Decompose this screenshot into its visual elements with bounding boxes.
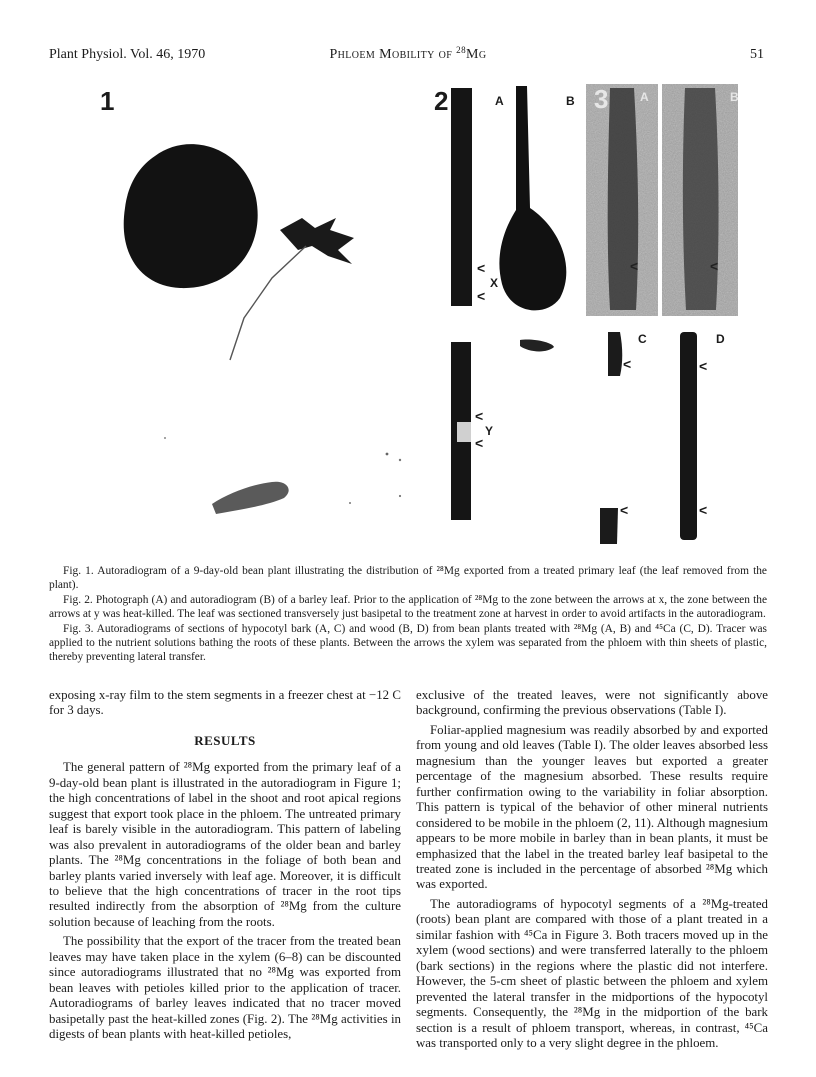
left-column-intro: exposing x-ray film to the stem segments in a freezer chest at −12 C for 3 days. bbox=[49, 688, 401, 718]
fig3c-bark-lower bbox=[600, 508, 618, 544]
results-heading: RESULTS bbox=[194, 732, 256, 748]
fig2-marker-x: X bbox=[490, 276, 499, 290]
fig1-autoradiogram bbox=[124, 144, 401, 514]
fig3-panel-a-label: A bbox=[640, 90, 649, 104]
isotope-mass: 28 bbox=[456, 45, 467, 55]
fig1-number: 1 bbox=[100, 86, 115, 116]
figure-captions bbox=[49, 564, 767, 665]
fig3a-arrow: < bbox=[630, 258, 639, 274]
fig3-panel-b-label: B bbox=[730, 90, 739, 104]
fig3d-arrow-upper: < bbox=[699, 358, 708, 374]
fig3-caption: Fig. 3. Autoradiograms of sections of hypocotyl bark (A, C) and wood (B, D) from bean plants treated with ²⁸Mg (A, B) and ⁴⁵Ca (C, D). Tracer was applied to the nutrient solutions bathing the roots of these plants. Between the arrows the xylem was separated from the phloem with thin sheets of plastic, thereby preventing lateral transfer. bbox=[49, 623, 767, 663]
figure-plate bbox=[40, 78, 776, 548]
fig1-speck bbox=[386, 453, 389, 456]
fig2b-autoradiogram-streak bbox=[499, 86, 566, 310]
fig3-images bbox=[586, 84, 738, 544]
fig3a-bark-signal bbox=[608, 88, 638, 310]
page-number: 51 bbox=[750, 47, 764, 62]
fig2-arrow-y-upper: < bbox=[475, 408, 484, 424]
fig3b-arrow: < bbox=[710, 258, 719, 274]
fig2-marker-y: Y bbox=[485, 424, 494, 438]
right-column bbox=[416, 688, 768, 1055]
fig1-speck bbox=[164, 437, 166, 439]
fig3d-wood-section bbox=[680, 332, 697, 540]
results-paragraph-3: Foliar-applied magnesium was readily absorbed by and exported from young and old leaves (Table I). The older leaves absorbed less magnesium than the younger leaves but exported a greater percentage of the magnesium absorbed. These results require further confirmation owing to the variability in foliar absorption. This pattern is typical of the behavior of other mineral nutrients considered to be mobile in the phloem (2, 11). Although magnesium appears to be more mobile in barley than in bean plants, it must be emphasized that the label in the treated barley leaf basipetal to the treated zone is included in the percentage of absorbed ²⁸Mg which was exported. bbox=[416, 722, 768, 892]
fig3-panel-c-label: C bbox=[638, 332, 647, 346]
isotope-symbol: Mg bbox=[466, 47, 487, 62]
figure-plate-graphics bbox=[40, 78, 776, 548]
fig2a-heat-killed-zone bbox=[457, 422, 471, 442]
left-column bbox=[49, 688, 401, 1047]
fig2a-leaf-upper bbox=[451, 88, 472, 306]
fig3c-arrow-lower: < bbox=[620, 502, 629, 518]
journal-citation: Plant Physiol. Vol. 46, 1970 bbox=[49, 47, 206, 62]
fig1-root-tip bbox=[212, 482, 289, 514]
results-paragraph-2: The possibility that the export of the tracer from the treated bean leaves may have taken place in the xylem (6–8) can be discounted since autoradiograms illustrated that no ²⁸Mg was exported from bean leaves with petioles killed prior to the application of tracer. Autoradiograms of barley leaves indicated that no tracer moved basipetally past the heat-killed zones (Fig. 2). The ²⁸Mg activities in digests of bean plants with heat-killed petioles, bbox=[49, 934, 401, 1042]
fig3-panel-d-label: D bbox=[716, 332, 725, 346]
fig1-caption: Fig. 1. Autoradiogram of a 9-day-old bean plant illustrating the distribution of ²⁸Mg exported from a treated primary leaf (the leaf removed from the plant). bbox=[49, 565, 767, 591]
fig1-shoot-apex bbox=[280, 218, 354, 264]
results-paragraph-4: The autoradiograms of hypocotyl segments of a ²⁸Mg-treated (roots) bean plant are compared with those of a plant treated in a similar fashion with ⁴⁵Ca in Figure 3. Both tracers moved up in the xylem (wood sections) and were transferred laterally to the phloem (bark sections) in the regions where the plastic did not interfere. However, the 5-cm sheet of plastic between the phloem and xylem prevented the lateral transfer in the midportions of the hypocotyl segments. Consequently, the ²⁸Mg in the midportion of the bark section is a result of phloem transport, whereas, in contrast, ⁴⁵Ca was transported only to a very slight degree in the phloem. bbox=[416, 896, 768, 1050]
fig2-panel-b-label: B bbox=[566, 94, 575, 108]
fig2-arrow-x-lower: < bbox=[477, 288, 486, 304]
fig2-images bbox=[451, 86, 566, 520]
fig2-caption: Fig. 2. Photograph (A) and autoradiogram (B) of a barley leaf. Prior to the application of ²⁸Mg to the zone between the arrows at x, the zone between the arrows at y was heat-killed. The leaf was sectioned transversely just basipetal to the treatment zone at harvest in order to avoid artifacts in the autoradiogram. bbox=[49, 594, 767, 620]
fig3c-arrow-upper: < bbox=[623, 356, 632, 372]
fig2-arrow-x-upper: < bbox=[477, 260, 486, 276]
fig3c-bark-upper bbox=[608, 332, 622, 376]
fig3b-wood-signal bbox=[683, 88, 719, 310]
fig1-speck bbox=[399, 495, 401, 497]
right-column-intro: exclusive of the treated leaves, were not significantly above background, confirming the previous observations (Table I). bbox=[416, 688, 768, 718]
fig2-arrow-y-lower: < bbox=[475, 435, 484, 451]
fig1-stem bbox=[230, 246, 306, 360]
fig1-primary-leaf bbox=[124, 144, 258, 288]
fig1-speck bbox=[399, 459, 401, 461]
fig1-speck bbox=[349, 502, 351, 504]
fig3-number: 3 bbox=[594, 84, 609, 114]
running-title-text: Phloem Mobility of bbox=[329, 47, 457, 62]
results-paragraph-1: The general pattern of ²⁸Mg exported from the primary leaf of a 9-day-old bean plant is illustrated in the autoradiogram in Figure 1; the high concentrations of label in the shoot and root apical regions suggest that export took place in the phloem. The untreated primary leaf is barely visible in the autoradiogram. This pattern of labeling was also prevalent in autoradiograms of the older bean and barley plants. The ²⁸Mg concentrations in the foliage of both bean and barley plants varied inversely with leaf age. Moreover, it is difficult to believe that the high concentrations of tracer in the root tips resulted indirectly from the absorption of ²⁸Mg from the culture solution because of leaching from the roots. bbox=[49, 760, 401, 929]
fig3d-arrow-lower: < bbox=[699, 502, 708, 518]
running-title bbox=[0, 47, 816, 63]
fig2-number: 2 bbox=[434, 86, 449, 116]
fig2b-lower-spot bbox=[520, 339, 554, 351]
fig2-panel-a-label: A bbox=[495, 94, 504, 108]
